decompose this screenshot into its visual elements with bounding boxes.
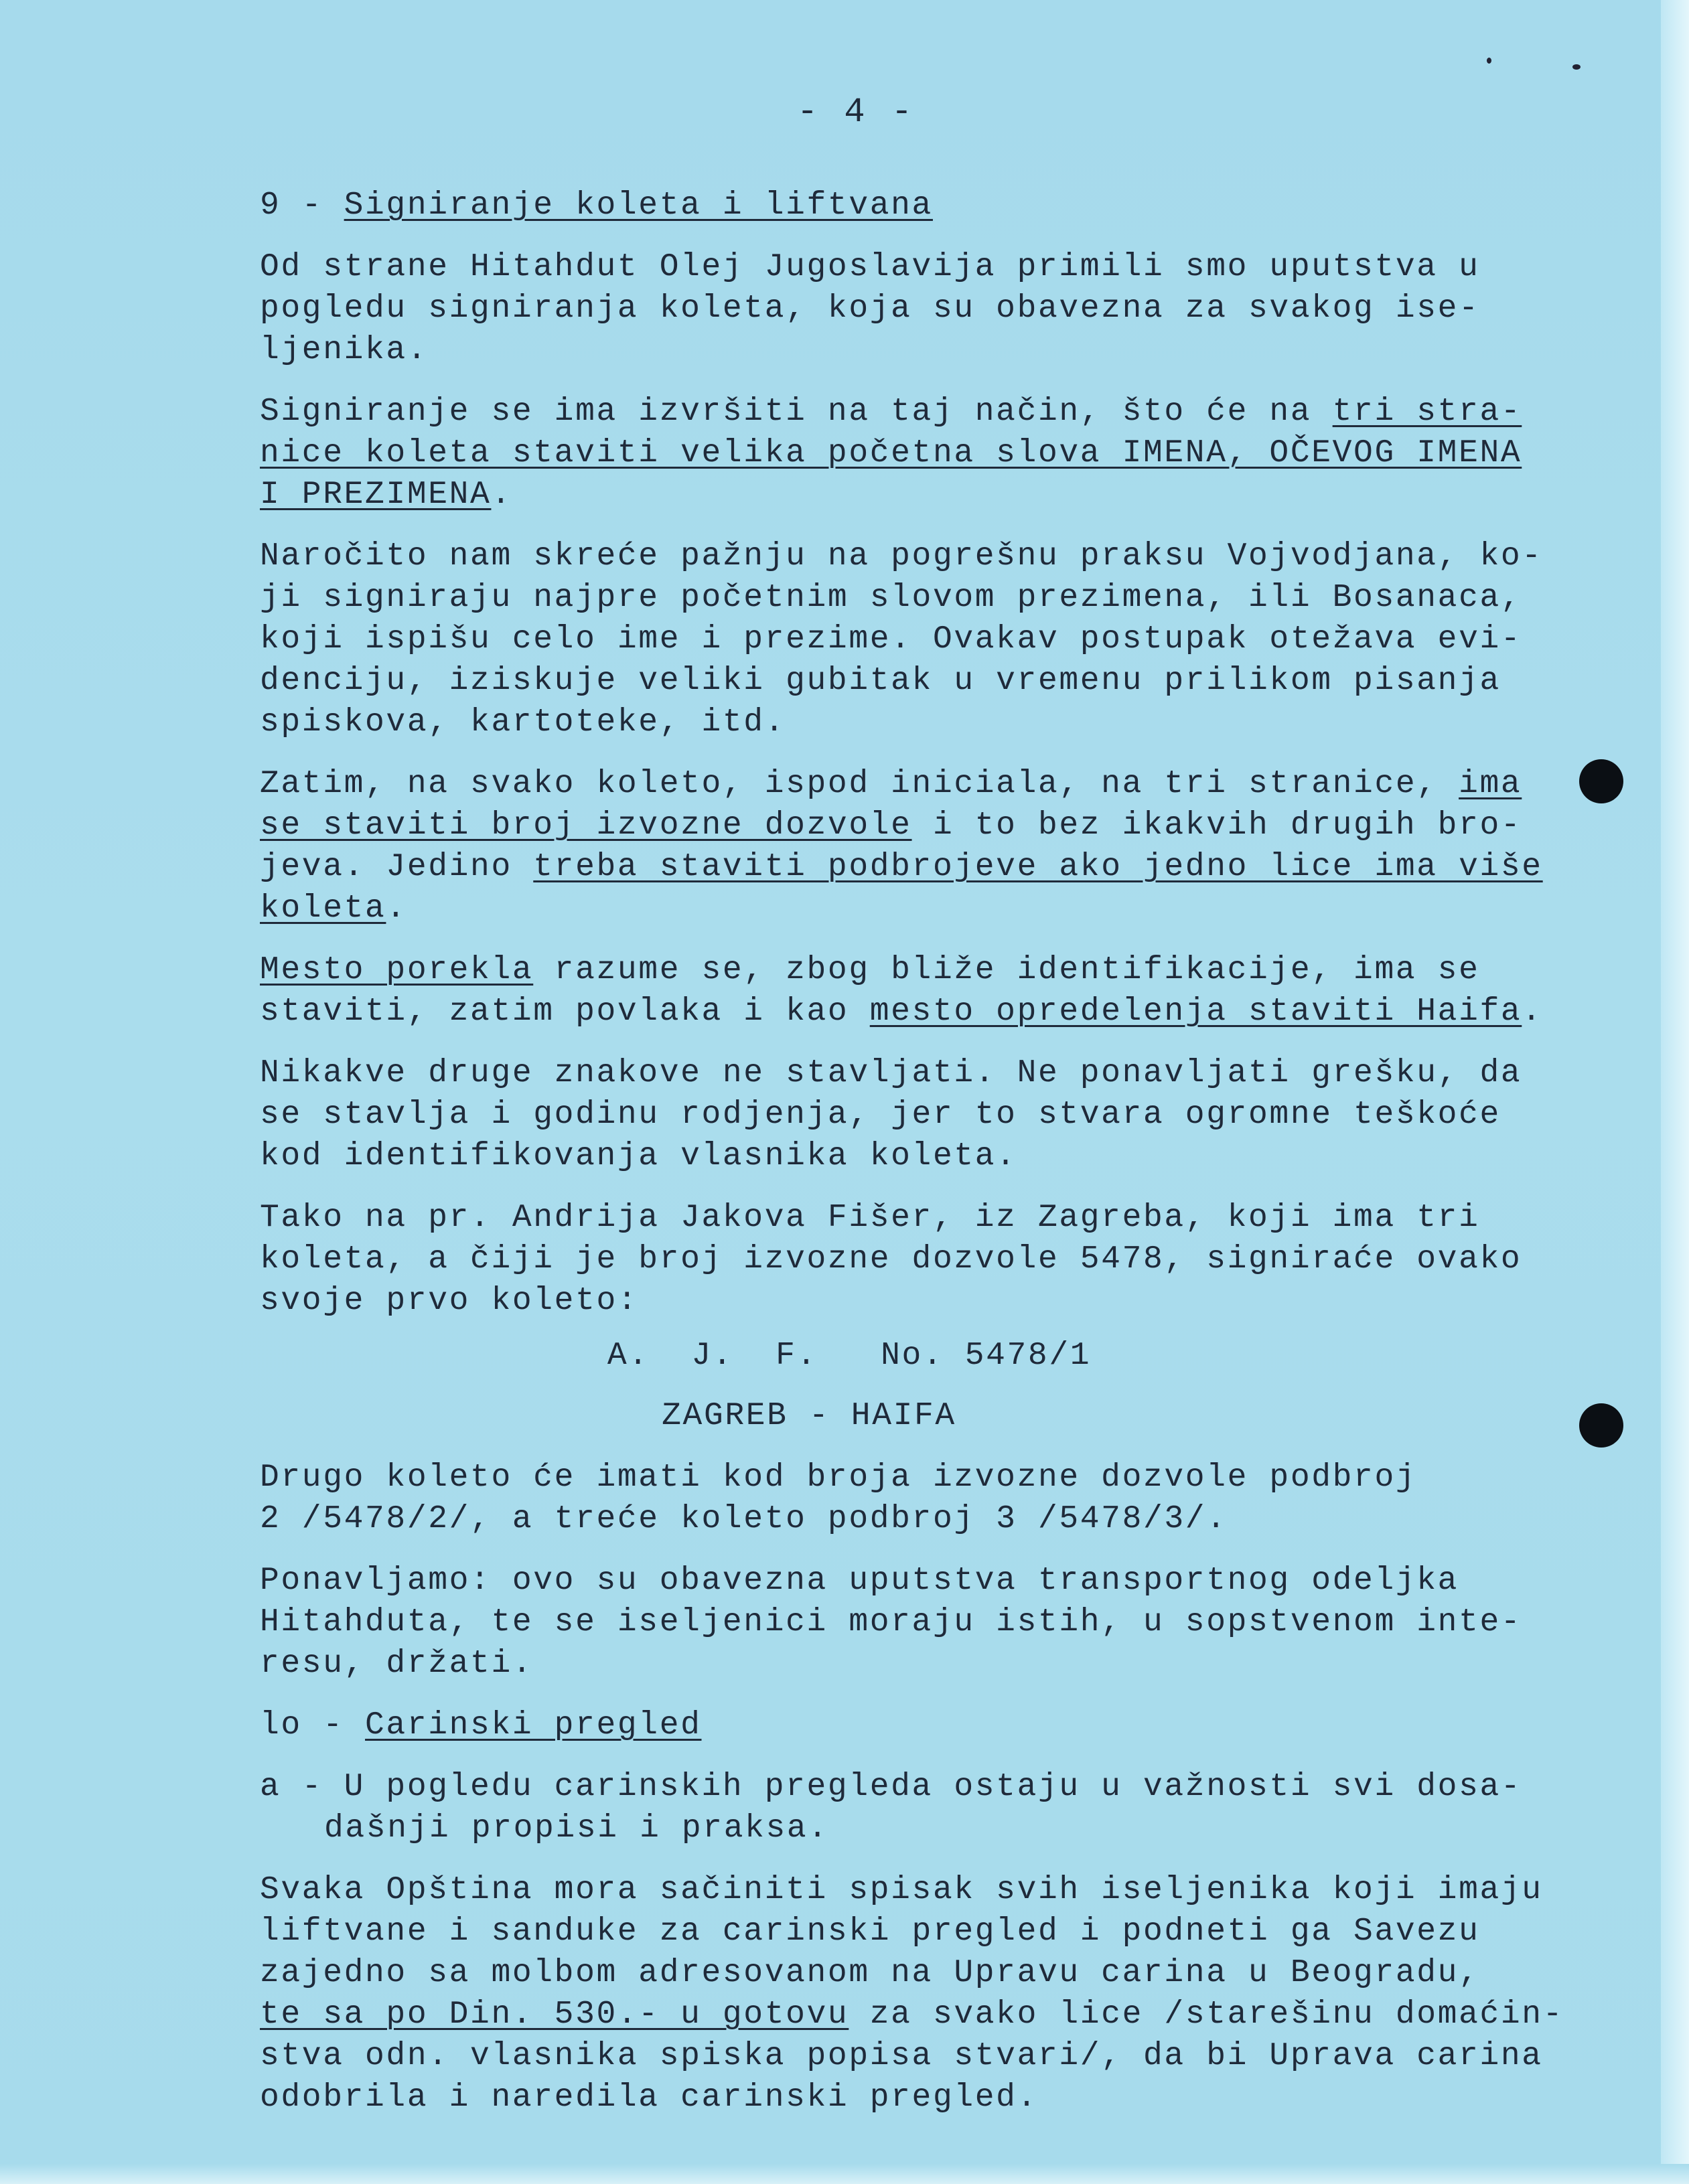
text-line: spiskova, kartoteke, itd.	[260, 704, 786, 740]
text-segment: .	[386, 890, 407, 927]
text-line: pogledu signiranja koleta, koja su obavezna za svakog ise-	[260, 291, 1480, 327]
punch-hole-lower	[1579, 1403, 1623, 1448]
section-9-heading	[260, 185, 1532, 226]
underlined-text: Mesto porekla	[260, 952, 534, 988]
text-line: svoje prvo koleto:	[260, 1283, 639, 1319]
underlined-text: koleta	[260, 890, 386, 927]
text-line: koleta, a čiji je broj izvozne dozvole 5478, signiraće ovako	[260, 1241, 1522, 1277]
section-number: 9 -	[260, 187, 344, 224]
underlined-text: tri stra-	[1332, 394, 1522, 430]
text-segment: jeva. Jedino	[260, 849, 534, 885]
paragraph	[260, 536, 1543, 743]
paragraph	[260, 1197, 1532, 1322]
text-line: resu, držati.	[260, 1646, 534, 1682]
text-segment: staviti, zatim povlaka i kao	[260, 994, 870, 1030]
text-line: zajedno sa molbom adresovanom na Upravu carina u Beogradu,	[260, 1955, 1480, 1991]
text-segment: razume se, zbog bliže identifikacije, ima se	[533, 952, 1480, 988]
page-number: - 4 -	[797, 92, 915, 132]
text-line: 2 /5478/2/, a treće koleto podbroj 3 /5478/3/.	[260, 1501, 1228, 1537]
text-line: stva odn. vlasnika spiska popisa stvari/, da bi Uprava carina	[260, 2038, 1543, 2074]
text-line: ljenika.	[260, 332, 429, 368]
text-line: Tako na pr. Andrija Jakova Fišer, iz Zagreba, koji ima tri	[260, 1200, 1480, 1236]
text-line: Naročito nam skreće pažnju na pogrešnu praksu Vojvodjana, ko-	[260, 538, 1543, 574]
text-line: ji signiraju najpre početnim slovom prezimena, ili Bosanaca,	[260, 580, 1522, 616]
text-line: Ponavljamo: ovo su obavezna uputstva transportnog odeljka	[260, 1563, 1459, 1599]
text-line: Drugo koleto će imati kod broja izvozne dozvole podbroj	[260, 1460, 1417, 1496]
text-line: Od strane Hitahdut Olej Jugoslavija primili smo uputstva u	[260, 249, 1480, 285]
text-segment: Zatim, na svako koleto, ispod iniciala, na tri stranice,	[260, 766, 1459, 802]
paragraph	[260, 246, 1532, 371]
text-segment: za svako lice /starešinu domaćin-	[849, 1997, 1564, 2033]
scan-speck	[1572, 64, 1581, 70]
paragraph	[260, 1457, 1532, 1540]
underlined-text: se staviti broj izvozne dozvole	[260, 807, 912, 844]
section-number: lo -	[260, 1707, 366, 1743]
punch-hole-upper	[1579, 759, 1623, 803]
text-line: a - U pogledu carinskih pregleda ostaju u važnosti svi dosa-	[260, 1769, 1522, 1805]
text-line: odobrila i naredila carinski pregled.	[260, 2080, 1038, 2116]
paragraph	[260, 763, 1543, 929]
text-line: liftvane i sanduke za carinski pregled i podneti ga Savezu	[260, 1914, 1480, 1950]
document-body	[260, 185, 1564, 2138]
paragraph	[260, 949, 1543, 1032]
scan-edge-right	[1661, 0, 1689, 2184]
signature-line-route: ZAGREB - HAIFA	[662, 1398, 956, 1434]
paragraph	[260, 1052, 1532, 1177]
underlined-text: treba staviti podbrojeve ako jedno lice ima više	[533, 849, 1543, 885]
text-line: kod identifikovanja vlasnika koleta.	[260, 1138, 1017, 1174]
text-line: se stavlja i godinu rodjenja, jer to stvara ogromne teškoće	[260, 1097, 1501, 1133]
text-segment: .	[1522, 994, 1543, 1030]
text-segment: Signiranje se ima izvršiti na taj način, što će na	[260, 394, 1333, 430]
underlined-text: ima	[1459, 766, 1522, 802]
paragraph	[260, 391, 1532, 516]
paragraph	[260, 1560, 1532, 1685]
underlined-text: mesto opredelenja staviti Haifa	[869, 994, 1522, 1030]
section-title: Signiranje koleta i liftvana	[344, 187, 933, 224]
list-item-a	[260, 1766, 1532, 1849]
scan-speck	[1487, 58, 1491, 64]
text-line: dašnji propisi i praksa.	[324, 1810, 829, 1847]
underlined-text: te sa po Din. 530.- u gotovu	[260, 1997, 849, 2033]
text-line: Svaka Opština mora sačiniti spisak svih iseljenika koji imaju	[260, 1872, 1543, 1908]
paragraph	[260, 1869, 1564, 2118]
section-title: Carinski pregled	[365, 1707, 702, 1743]
text-line: denciju, iziskuje veliki gubitak u vremenu prilikom pisanja	[260, 663, 1501, 699]
text-line: Hitahduta, te se iseljenici moraju istih, u sopstvenom inte-	[260, 1604, 1522, 1640]
section-10-heading	[260, 1705, 1532, 1746]
scan-edge-bottom	[0, 2164, 1689, 2184]
text-line: Nikakve druge znakove ne stavljati. Ne ponavljati grešku, da	[260, 1055, 1522, 1091]
text-segment: .	[491, 477, 512, 513]
signature-example	[260, 1335, 1532, 1437]
underlined-text: I PREZIMENA	[260, 477, 492, 513]
text-line: koji ispišu celo ime i prezime. Ovakav postupak otežava evi-	[260, 621, 1522, 657]
underlined-text: nice koleta staviti velika početna slova IMENA, OČEVOG IMENA	[260, 435, 1522, 471]
signature-line-initials: A. J. F. No. 5478/1	[607, 1338, 1092, 1374]
text-segment: i to bez ikakvih drugih bro-	[911, 807, 1522, 844]
